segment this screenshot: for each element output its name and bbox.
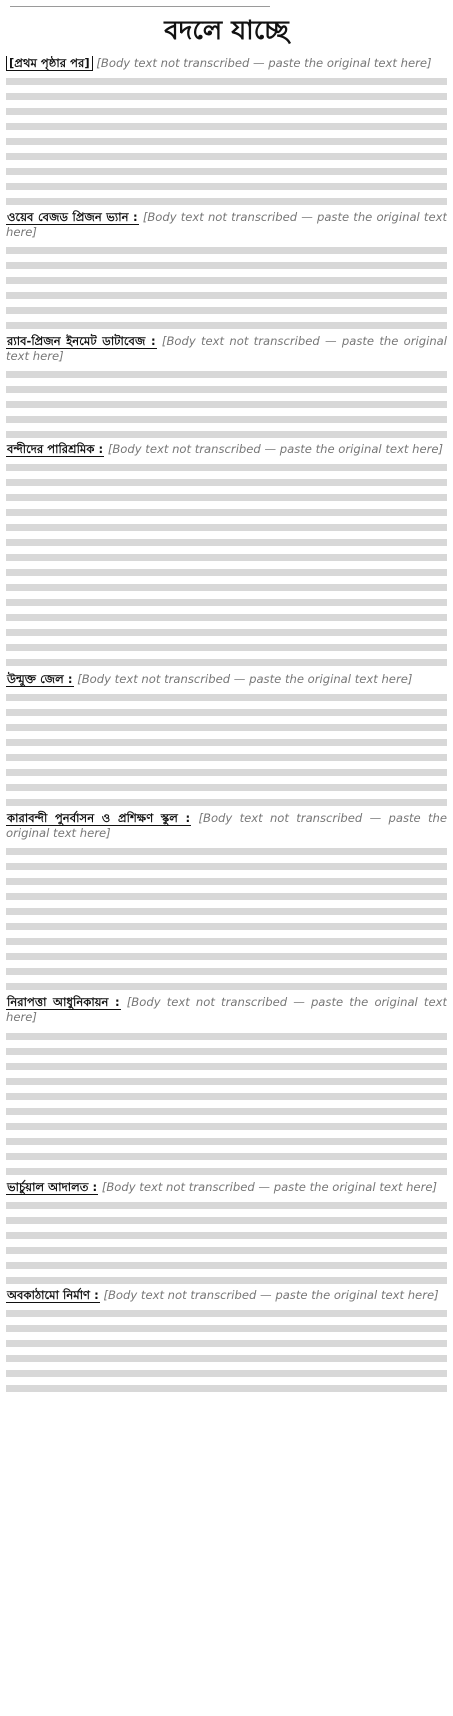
- article-section: [6, 442, 447, 669]
- article-section: [6, 56, 447, 207]
- top-rule: [10, 6, 270, 7]
- text-placeholder-lines: [6, 371, 447, 439]
- section-body: [Body text not transcribed — paste the original text here]: [6, 810, 447, 840]
- text-placeholder-lines: [6, 1202, 447, 1285]
- text-placeholder-lines: [6, 1310, 447, 1393]
- section-lead: বন্দীদের পারিশ্রমিক :: [7, 442, 104, 456]
- section-body: [Body text not transcribed — paste the original text here]: [107, 442, 444, 456]
- text-placeholder-lines: [6, 464, 447, 669]
- section-lead: র‌্যাব-প্রিজন ইনমেট ডাটাবেজ :: [7, 333, 156, 348]
- section-lead: অবকাঠামো নির্মাণ :: [7, 1288, 99, 1302]
- article-section: [6, 995, 447, 1176]
- article-section: [6, 1288, 447, 1393]
- article-section: [6, 1180, 447, 1285]
- section-lead: উন্মুক্ত জেল :: [7, 672, 73, 686]
- article-section: [6, 811, 447, 992]
- section-body: [Body text not transcribed — paste the original text here]: [101, 1179, 437, 1194]
- section-lead: নিরাপত্তা আধুনিকায়ন :: [7, 995, 120, 1010]
- text-placeholder-lines: [6, 78, 447, 207]
- text-placeholder-lines: [6, 247, 447, 330]
- section-body: [Body text not transcribed — paste the original text here]: [96, 56, 432, 70]
- section-body: [Body text not transcribed — paste the original text here]: [77, 672, 413, 686]
- section-body: [Body text not transcribed — paste the original text here]: [6, 210, 447, 240]
- section-body: [Body text not transcribed — paste the original text here]: [6, 333, 447, 363]
- section-lead: [প্রথম পৃষ্ঠার পর]: [6, 56, 93, 71]
- text-placeholder-lines: [6, 694, 447, 808]
- section-lead: ভার্চুয়াল আদালত :: [7, 1179, 98, 1194]
- article-body: [6, 56, 447, 1710]
- text-placeholder-lines: [6, 848, 447, 992]
- article-section: [6, 334, 447, 439]
- text-placeholder-lines: [6, 1033, 447, 1177]
- section-lead: কারাবন্দী পুনর্বাসন ও প্রশিক্ষণ স্কুল :: [7, 810, 191, 825]
- article-section: [6, 210, 447, 331]
- article-headline: বদলে যাচ্ছে: [164, 16, 289, 46]
- section-lead: ওয়েব বেজড প্রিজন ভ্যান :: [7, 210, 138, 224]
- section-body: [Body text not transcribed — paste the original text here]: [103, 1288, 439, 1302]
- article-section: [6, 672, 447, 808]
- section-body: [Body text not transcribed — paste the original text here]: [6, 995, 447, 1025]
